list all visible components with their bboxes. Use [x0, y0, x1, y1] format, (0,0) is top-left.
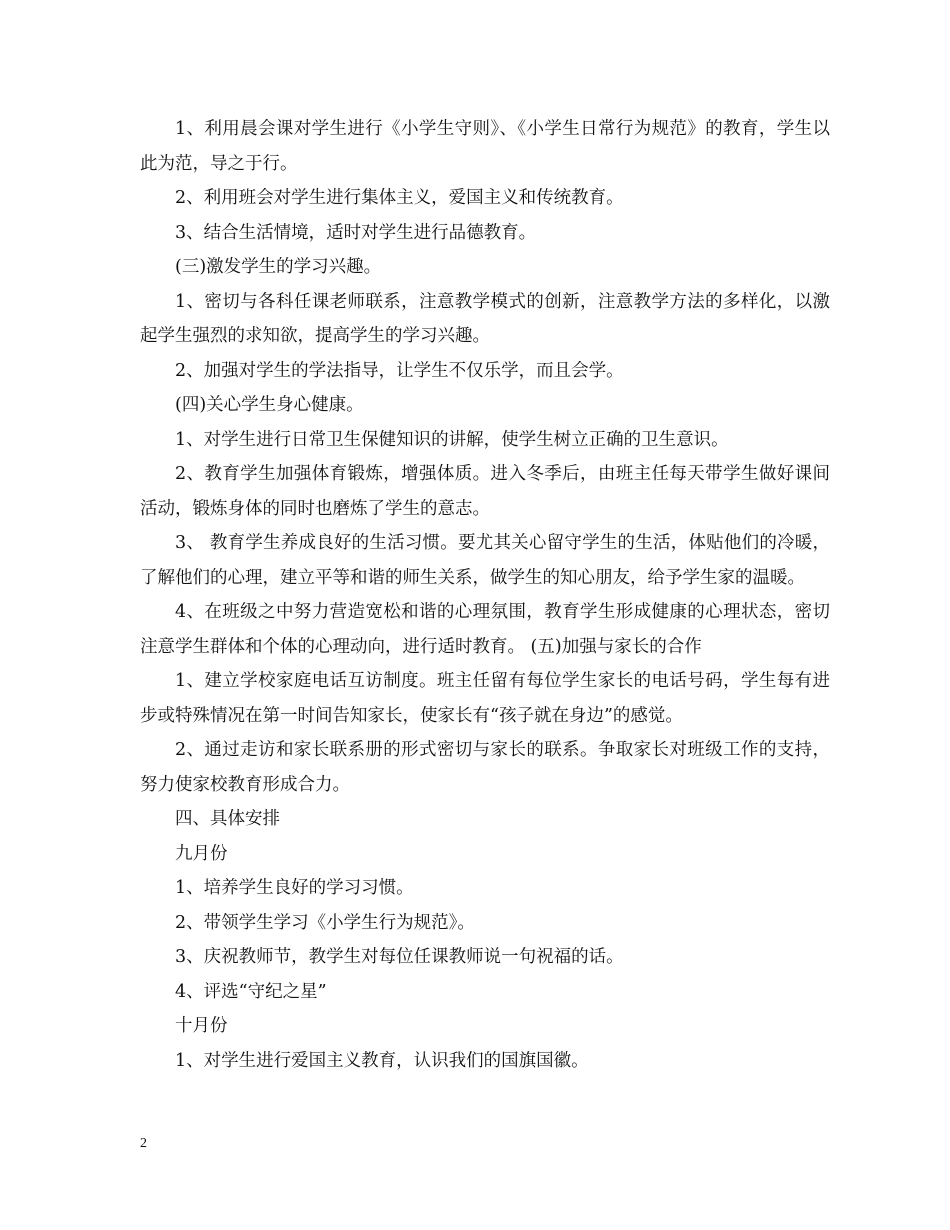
section-heading: (四)关心学生身心健康。 — [175, 395, 364, 415]
page-number: 2 — [140, 1136, 147, 1151]
paragraph: 2、通过走访和家长联系册的形式密切与家长的联系。争取家长对班级工作的支持，努力使家校教育形成合力。 — [140, 740, 830, 795]
list-item: 3、庆祝教师节，教学生对每位任课教师说一句祝福的话。 — [175, 947, 624, 967]
paragraph: 2、利用班会对学生进行集体主义，爱国主义和传统教育。 — [175, 188, 624, 208]
section-heading: 四、具体安排 — [175, 809, 280, 829]
paragraph: 3、结合生活情境，适时对学生进行品德教育。 — [175, 222, 537, 243]
paragraph: 4、在班级之中努力营造宽松和谐的心理氛围，教育学生形成健康的心理状态，密切注意学生群体和个体的心理动向，进行适时教育。 (五)加强与家长的合作 — [140, 602, 830, 657]
paragraph: 1、建立学校家庭电话互访制度。班主任留有每位学生家长的电话号码，学生每有进步或特殊情况在第一时间告知家长，使家长有“孩子就在身边”的感觉。 — [140, 671, 830, 726]
list-item: 4、评选“守纪之星” — [175, 981, 327, 1002]
paragraph: 2、加强对学生的学法指导，让学生不仅乐学，而且会学。 — [175, 360, 624, 381]
paragraph: 3、 教育学生养成良好的生活习惯。要尤其关心留守学生的生活，体贴他们的冷暖，了解他们的心理，建立平等和谐的师生关系，做学生的知心朋友，给予学生家的温暖。 — [140, 533, 830, 588]
list-item: 1、培养学生良好的学习习惯。 — [175, 878, 414, 898]
section-heading: (三)激发学生的学习兴趣。 — [175, 257, 382, 277]
list-item: 2、带领学生学习《小学生行为规范》。 — [175, 912, 475, 933]
document-body — [140, 112, 830, 1078]
list-item: 1、对学生进行爱国主义教育，认识我们的国旗国徽。 — [175, 1050, 589, 1071]
paragraph: 1、利用晨会课对学生进行《小学生守则》、《小学生日常行为规范》的教育，学生以此为范，导之于行。 — [140, 119, 830, 174]
paragraph: 2、教育学生加强体育锻炼，增强体质。进入冬季后，由班主任每天带学生做好课间活动，锻炼身体的同时也磨炼了学生的意志。 — [140, 464, 830, 519]
paragraph: 1、密切与各科任课老师联系，注意教学模式的创新，注意教学方法的多样化，以激起学生强烈的求知欲，提高学生的学习兴趣。 — [140, 291, 830, 346]
month-heading: 九月份 — [175, 843, 228, 864]
month-heading: 十月份 — [175, 1016, 228, 1036]
paragraph: 1、对学生进行日常卫生保健知识的讲解，使学生树立正确的卫生意识。 — [175, 429, 729, 450]
